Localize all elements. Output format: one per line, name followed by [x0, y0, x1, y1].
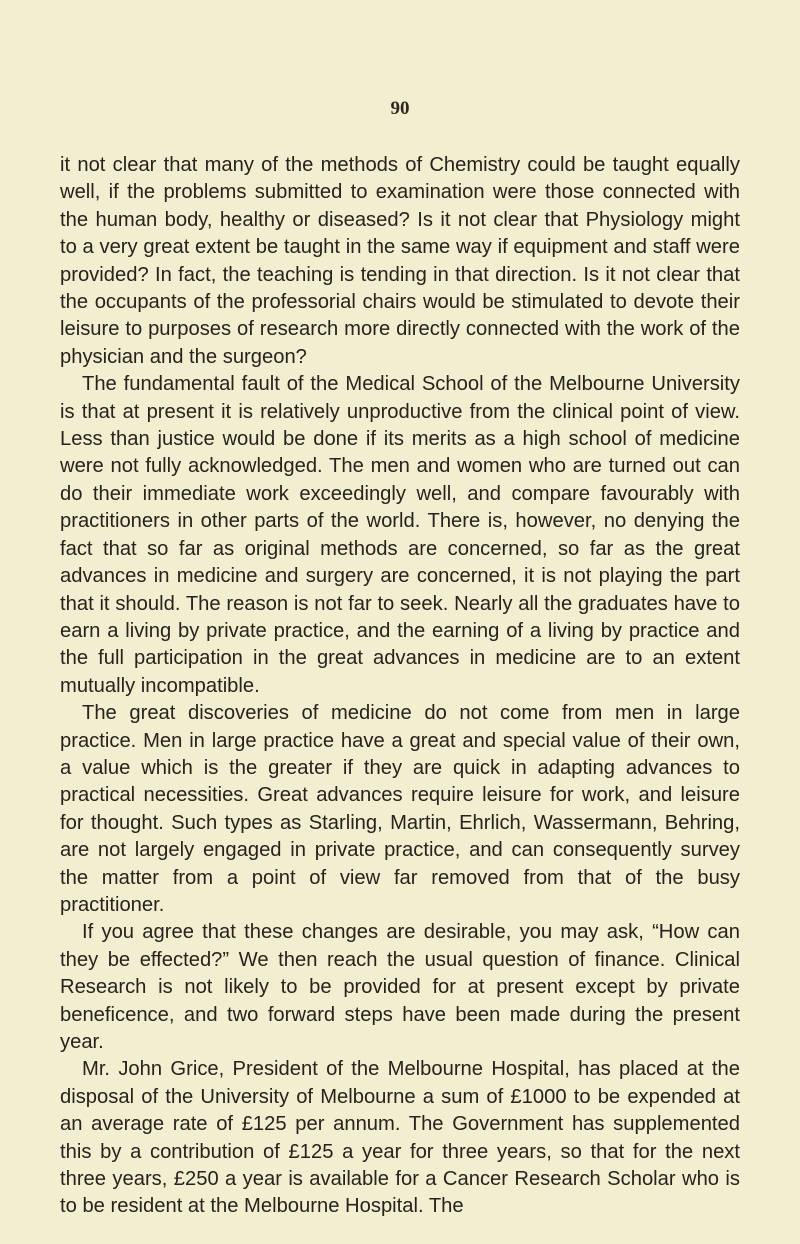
paragraph-2: The fundamental fault of the Medical School of the Melbourne University is that at present it is relatively unproductive from the clinical point of view. Less than justice would be done if its merits as a high school of medicine were not fully acknowledged. The men and women who are turned out can do their immediate work exceedingly well, and compare favourably with practitioners in other parts of the world. There is, however, no denying the fact that so far as original methods are concerned, so far as the great advances in medicine and surgery are concerned, it is not playing the part that it should. The reason is not far to seek. Nearly all the graduates have to earn a living by private practice, and the earning of a living by practice and the full participation in the great advances in medicine are to an extent mutually incompatible. — [60, 373, 740, 697]
paragraph-3: The great discoveries of medicine do not come from men in large practice. Men in large practice have a great and special value of their own, a value which is the greater if they are quick in adapting advances to practical necessities. Great advances require leisure for work, and leisure for thought. Such types as Starling, Martin, Ehrlich, Wassermann, Behring, are not largely engaged in private practice, and can consequently survey the matter from a point of view far removed from that of the busy practitioner. — [60, 702, 740, 916]
paragraph-5: Mr. John Grice, President of the Melbourne Hospital, has placed at the disposal of the University of Melbourne a sum of £1000 to be expended at an average rate of £125 per annum. The Government has supplemented this by a contribution of £125 a year for three years, so that for the next three years, £250 a year is available for a Cancer Research Scholar who is to be resident at the Melbourne Hospital. The — [60, 1058, 740, 1218]
body-text — [60, 152, 740, 1221]
page-number: 90 — [390, 98, 410, 119]
paragraph-4: If you agree that these changes are desirable, you may ask, “How can they be effected?” We then reach the usual question of finance. Clinical Research is not likely to be provided for at present except by private beneficence, and two forward steps have been made during the present year. — [60, 921, 740, 1053]
paragraph-1: it not clear that many of the methods of Chemistry could be taught equally well, if the problems submitted to examination were those connected with the human body, healthy or diseased? Is it not clear that Physiology might to a very great extent be taught in the same way if equipment and staff were provided? In fact, the teaching is tending in that direction. Is it not clear that the occupants of the professorial chairs would be stimulated to devote their leisure to purposes of research more directly connected with the work of the physician and the surgeon? — [60, 154, 740, 368]
